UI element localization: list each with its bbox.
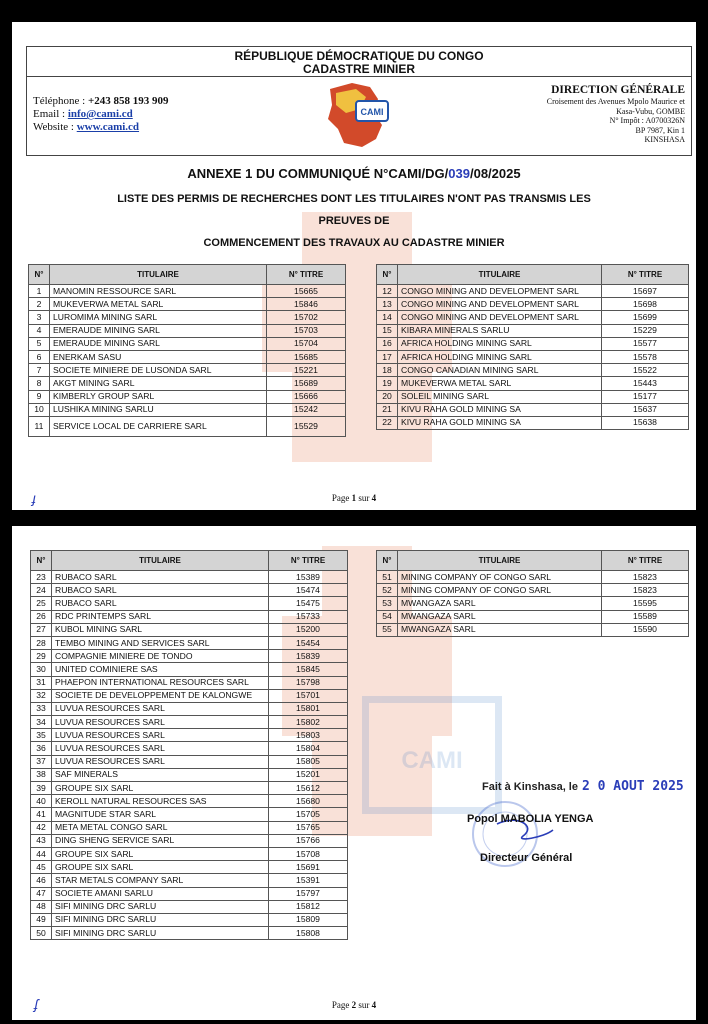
permit-number: 15699 (602, 311, 689, 324)
row-number: 40 (31, 795, 52, 808)
table-row (377, 337, 689, 350)
phone-number: +243 858 193 909 (87, 95, 169, 107)
holder-name: GROUPE SIX SARL (52, 861, 269, 874)
row-number: 36 (31, 742, 52, 755)
permit-number: 15823 (602, 584, 689, 597)
holder-name: SIFI MINING DRC SARLU (52, 913, 269, 926)
permits-table-right (376, 550, 689, 637)
holder-name: STAR METALS COMPANY SARL (52, 874, 269, 887)
table-row (31, 861, 348, 874)
permit-number: 15589 (602, 610, 689, 623)
row-number: 50 (31, 927, 52, 940)
email-link[interactable]: info@cami.cd (67, 108, 133, 120)
table-row (377, 285, 689, 298)
row-number: 10 (29, 403, 50, 416)
table-row (29, 377, 346, 390)
table-row (31, 650, 348, 663)
holder-name: PHAEPON INTERNATIONAL RESOURCES SARL (52, 676, 269, 689)
permit-number: 15691 (269, 861, 348, 874)
permit-number: 15685 (267, 350, 346, 363)
row-number: 51 (377, 571, 398, 584)
table-row (31, 768, 348, 781)
row-number: 18 (377, 364, 398, 377)
table-row (29, 364, 346, 377)
row-number: 15 (377, 324, 398, 337)
col-num-header: N° (31, 551, 52, 571)
holder-name: META METAL CONGO SARL (52, 821, 269, 834)
permit-number: 15680 (269, 795, 348, 808)
col-holder-header: TITULAIRE (398, 265, 602, 285)
address-line: Croisement des Avenues Mpolo Maurice et (546, 97, 685, 106)
permit-number: 15638 (602, 416, 689, 429)
permit-number: 15804 (269, 742, 348, 755)
permit-number: 15733 (269, 610, 348, 623)
holder-name: ENERKAM SASU (50, 350, 267, 363)
holder-name: MINING COMPANY OF CONGO SARL (398, 571, 602, 584)
cadastre-name: CADASTRE MINIER (302, 62, 415, 76)
holder-name: MWANGAZA SARL (398, 623, 602, 636)
table-row (31, 847, 348, 860)
table-row (29, 311, 346, 324)
permit-number: 15391 (269, 874, 348, 887)
table-row (31, 782, 348, 795)
permits-table-left (28, 264, 346, 437)
permit-number: 15705 (269, 808, 348, 821)
row-number: 16 (377, 337, 398, 350)
table-row (377, 324, 689, 337)
row-number: 28 (31, 636, 52, 649)
table-row (31, 821, 348, 834)
holder-name: RDC PRINTEMPS SARL (52, 610, 269, 623)
permit-number: 15823 (602, 571, 689, 584)
permit-number: 15765 (269, 821, 348, 834)
col-num-header: N° (29, 265, 50, 285)
row-number: 53 (377, 597, 398, 610)
permit-number: 15846 (267, 298, 346, 311)
permit-number: 15242 (267, 403, 346, 416)
table-row (29, 350, 346, 363)
holder-name: MUKEVERWA METAL SARL (50, 298, 267, 311)
table-row (31, 887, 348, 900)
table-row (31, 834, 348, 847)
row-number: 52 (377, 584, 398, 597)
holder-name: CONGO MINING AND DEVELOPMENT SARL (398, 298, 602, 311)
table-row (377, 377, 689, 390)
col-holder-header: TITULAIRE (398, 551, 602, 571)
holder-name: UNITED COMINIERE SAS (52, 663, 269, 676)
holder-name: CONGO CANADIAN MINING SARL (398, 364, 602, 377)
row-number: 43 (31, 834, 52, 847)
holder-name: KIMBERLY GROUP SARL (50, 390, 267, 403)
initials-mark-icon: ʄ (34, 996, 39, 1012)
permit-number: 15766 (269, 834, 348, 847)
row-number: 33 (31, 702, 52, 715)
holder-name: TEMBO MINING AND SERVICES SARL (52, 636, 269, 649)
permit-number: 15808 (269, 927, 348, 940)
row-number: 22 (377, 416, 398, 429)
row-number: 34 (31, 716, 52, 729)
table-row (31, 584, 348, 597)
holder-name: MAGNITUDE STAR SARL (52, 808, 269, 821)
holder-name: MWANGAZA SARL (398, 597, 602, 610)
document-page-2 (12, 526, 696, 1020)
table-row (31, 729, 348, 742)
holder-name: KIBARA MINERALS SARLU (398, 324, 602, 337)
row-number: 27 (31, 623, 52, 636)
row-number: 49 (31, 913, 52, 926)
permit-number: 15666 (267, 390, 346, 403)
row-number: 29 (31, 650, 52, 663)
logo-text: CAMI (360, 107, 384, 117)
page-footer: Page 2 sur 4 (331, 1000, 377, 1010)
row-number: 39 (31, 782, 52, 795)
table-row (31, 742, 348, 755)
address-line: BP 7987, Kin 1 (635, 125, 685, 135)
permit-number: 15689 (267, 377, 346, 390)
table-row (377, 364, 689, 377)
row-number: 45 (31, 861, 52, 874)
permit-number: 15529 (267, 416, 346, 436)
row-number: 3 (29, 311, 50, 324)
table-row (31, 623, 348, 636)
row-number: 42 (31, 821, 52, 834)
permit-number: 15698 (602, 298, 689, 311)
holder-name: GROUPE SIX SARL (52, 847, 269, 860)
permit-number: 15637 (602, 403, 689, 416)
holder-name: AFRICA HOLDING MINING SARL (398, 350, 602, 363)
table-row (377, 416, 689, 429)
table-row (377, 597, 689, 610)
subtitle-line: COMMENCEMENT DES TRAVAUX AU CADASTRE MINIER (203, 237, 505, 249)
row-number: 44 (31, 847, 52, 860)
stamped-date: 2 0 AOUT 2025 (581, 779, 684, 794)
permit-number: 15702 (267, 311, 346, 324)
holder-name: KEROLL NATURAL RESOURCES SAS (52, 795, 269, 808)
table-row (377, 623, 689, 636)
row-number: 19 (377, 377, 398, 390)
website-link[interactable]: www.cami.cd (76, 121, 140, 133)
permit-number: 15389 (269, 571, 348, 584)
permit-number: 15229 (602, 324, 689, 337)
row-number: 8 (29, 377, 50, 390)
row-number: 21 (377, 403, 398, 416)
row-number: 55 (377, 623, 398, 636)
permit-number: 15522 (602, 364, 689, 377)
permit-number: 15221 (267, 364, 346, 377)
holder-name: AKGT MINING SARL (50, 377, 267, 390)
row-number: 1 (29, 285, 50, 298)
row-number: 9 (29, 390, 50, 403)
table-row (31, 913, 348, 926)
row-number: 41 (31, 808, 52, 821)
permit-number: 15801 (269, 702, 348, 715)
initials-mark-icon: ɟ (32, 490, 36, 506)
table-row (29, 403, 346, 416)
annex-number: 039 (448, 166, 470, 181)
table-row (377, 350, 689, 363)
table-row (31, 663, 348, 676)
table-row (31, 597, 348, 610)
holder-name: RUBACO SARL (52, 597, 269, 610)
permit-number: 15612 (269, 782, 348, 795)
table-row (31, 702, 348, 715)
table-row (29, 324, 346, 337)
holder-name: LUSHIKA MINING SARLU (50, 403, 267, 416)
holder-name: LUVUA RESOURCES SARL (52, 716, 269, 729)
row-number: 38 (31, 768, 52, 781)
holder-name: SAF MINERALS (52, 768, 269, 781)
row-number: 37 (31, 755, 52, 768)
permit-number: 15703 (267, 324, 346, 337)
letterhead-title (27, 47, 691, 77)
row-number: 20 (377, 390, 398, 403)
table-row (377, 571, 689, 584)
holder-name: MANOMIN RESSOURCE SARL (50, 285, 267, 298)
table-row (377, 584, 689, 597)
address-line: Kasa-Vubu, GOMBE (616, 106, 685, 116)
col-holder-header: TITULAIRE (50, 265, 267, 285)
table-row (31, 755, 348, 768)
permit-number: 15701 (269, 689, 348, 702)
permit-number: 15595 (602, 597, 689, 610)
row-number: 32 (31, 689, 52, 702)
permit-number: 15704 (267, 337, 346, 350)
permit-number: 15805 (269, 755, 348, 768)
permit-number: 15474 (269, 584, 348, 597)
table-row (29, 285, 346, 298)
table-row (29, 337, 346, 350)
col-holder-header: TITULAIRE (52, 551, 269, 571)
row-number: 4 (29, 324, 50, 337)
holder-name: MWANGAZA SARL (398, 610, 602, 623)
row-number: 2 (29, 298, 50, 311)
row-number: 6 (29, 350, 50, 363)
watermark-text: CAMI (401, 747, 463, 774)
table-row (31, 795, 348, 808)
table-row (31, 927, 348, 940)
holder-name: SOCIETE DE DEVELOPPEMENT DE KALONGWE (52, 689, 269, 702)
table-row (31, 571, 348, 584)
table-row (29, 298, 346, 311)
permit-number: 15839 (269, 650, 348, 663)
permit-number: 15177 (602, 390, 689, 403)
col-num-header: N° (377, 551, 398, 571)
table-row (31, 636, 348, 649)
holder-name: KIVU RAHA GOLD MINING SA (398, 403, 602, 416)
permit-number: 15590 (602, 623, 689, 636)
holder-name: CONGO MINING AND DEVELOPMENT SARL (398, 311, 602, 324)
holder-name: LUVUA RESOURCES SARL (52, 702, 269, 715)
table-row (377, 311, 689, 324)
annex-prefix: ANNEXE 1 DU COMMUNIQUÉ N°CAMI/DG/ (187, 166, 449, 181)
permit-number: 15201 (269, 768, 348, 781)
signer-title: Directeur Général (480, 852, 573, 864)
table-row (377, 610, 689, 623)
place-and-date (482, 779, 684, 794)
table-row (31, 716, 348, 729)
republic-name: RÉPUBLIQUE DÉMOCRATIQUE DU CONGO (234, 49, 484, 63)
permit-number: 15200 (269, 623, 348, 636)
permit-number: 15797 (269, 887, 348, 900)
address-line: KINSHASA (644, 135, 685, 144)
place-text: Fait à Kinshasa, le (482, 781, 578, 793)
annex-subtitle (92, 188, 616, 254)
table-row (29, 416, 346, 436)
holder-name: CONGO MINING AND DEVELOPMENT SARL (398, 285, 602, 298)
holder-name: KUBOL MINING SARL (52, 623, 269, 636)
row-number: 35 (31, 729, 52, 742)
holder-name: RUBACO SARL (52, 584, 269, 597)
holder-name: LUROMIMA MINING SARL (50, 311, 267, 324)
row-number: 23 (31, 571, 52, 584)
holder-name: KIVU RAHA GOLD MINING SA (398, 416, 602, 429)
letterhead (26, 46, 692, 156)
holder-name: MINING COMPANY OF CONGO SARL (398, 584, 602, 597)
row-number: 31 (31, 676, 52, 689)
website-label: Website : (33, 121, 74, 133)
page-footer: Page 1 sur 4 (331, 493, 377, 503)
table-row (31, 808, 348, 821)
permit-number: 15802 (269, 716, 348, 729)
table-row (31, 874, 348, 887)
direction-generale-block (515, 83, 685, 145)
col-title-header: N° TITRE (602, 265, 689, 285)
document-page-1 (12, 22, 696, 510)
holder-name: RUBACO SARL (52, 571, 269, 584)
table-row (31, 689, 348, 702)
holder-name: LUVUA RESOURCES SARL (52, 742, 269, 755)
phone-label: Téléphone : (33, 95, 86, 107)
row-number: 14 (377, 311, 398, 324)
permit-number: 15443 (602, 377, 689, 390)
table-row (377, 403, 689, 416)
permit-number: 15577 (602, 337, 689, 350)
holder-name: SIFI MINING DRC SARLU (52, 900, 269, 913)
subtitle-line: LISTE DES PERMIS DE RECHERCHES DONT LES TITULAIRES N'ONT PAS TRANSMIS LES PREUVES DE (117, 193, 591, 227)
annex-suffix: /08/2025 (469, 166, 521, 181)
annex-title (12, 166, 696, 181)
holder-name: MUKEVERWA METAL SARL (398, 377, 602, 390)
table-row (377, 298, 689, 311)
holder-name: DING SHENG SERVICE SARL (52, 834, 269, 847)
row-number: 12 (377, 285, 398, 298)
holder-name: SOCIETE AMANI SARLU (52, 887, 269, 900)
row-number: 17 (377, 350, 398, 363)
holder-name: GROUPE SIX SARL (52, 782, 269, 795)
col-title-header: N° TITRE (267, 265, 346, 285)
permit-number: 15809 (269, 913, 348, 926)
permit-number: 15803 (269, 729, 348, 742)
table-row (31, 676, 348, 689)
row-number: 48 (31, 900, 52, 913)
permit-number: 15708 (269, 847, 348, 860)
permit-number: 15812 (269, 900, 348, 913)
permits-table-right (376, 264, 689, 430)
row-number: 30 (31, 663, 52, 676)
holder-name: EMERAUDE MINING SARL (50, 324, 267, 337)
holder-name: SOLEIL MINING SARL (398, 390, 602, 403)
table-row (377, 390, 689, 403)
col-title-header: N° TITRE (602, 551, 689, 571)
signer-name: Popol MABOLIA YENGA (467, 813, 594, 825)
row-number: 5 (29, 337, 50, 350)
row-number: 47 (31, 887, 52, 900)
row-number: 24 (31, 584, 52, 597)
holder-name: LUVUA RESOURCES SARL (52, 729, 269, 742)
permit-number: 15454 (269, 636, 348, 649)
holder-name: SERVICE LOCAL DE CARRIERE SARL (50, 416, 267, 436)
row-number: 11 (29, 416, 50, 436)
row-number: 46 (31, 874, 52, 887)
holder-name: SOCIETE MINIERE DE LUSONDA SARL (50, 364, 267, 377)
row-number: 54 (377, 610, 398, 623)
holder-name: COMPAGNIE MINIERE DE TONDO (52, 650, 269, 663)
dg-title: DIRECTION GÉNÉRALE (551, 84, 685, 96)
col-num-header: N° (377, 265, 398, 285)
holder-name: AFRICA HOLDING MINING SARL (398, 337, 602, 350)
row-number: 7 (29, 364, 50, 377)
permit-number: 15578 (602, 350, 689, 363)
table-row (29, 390, 346, 403)
permit-number: 15475 (269, 597, 348, 610)
col-title-header: N° TITRE (269, 551, 348, 571)
permits-table-left (30, 550, 348, 940)
row-number: 13 (377, 298, 398, 311)
contact-block (33, 95, 169, 134)
permit-number: 15845 (269, 663, 348, 676)
table-row (31, 900, 348, 913)
holder-name: LUVUA RESOURCES SARL (52, 755, 269, 768)
holder-name: EMERAUDE MINING SARL (50, 337, 267, 350)
address-line: N° Impôt : A0700326N (609, 116, 685, 125)
permit-number: 15697 (602, 285, 689, 298)
permit-number: 15798 (269, 676, 348, 689)
row-number: 25 (31, 597, 52, 610)
permit-number: 15665 (267, 285, 346, 298)
table-row (31, 610, 348, 623)
cami-logo (322, 79, 402, 152)
email-label: Email : (33, 108, 66, 120)
row-number: 26 (31, 610, 52, 623)
holder-name: SIFI MINING DRC SARLU (52, 927, 269, 940)
